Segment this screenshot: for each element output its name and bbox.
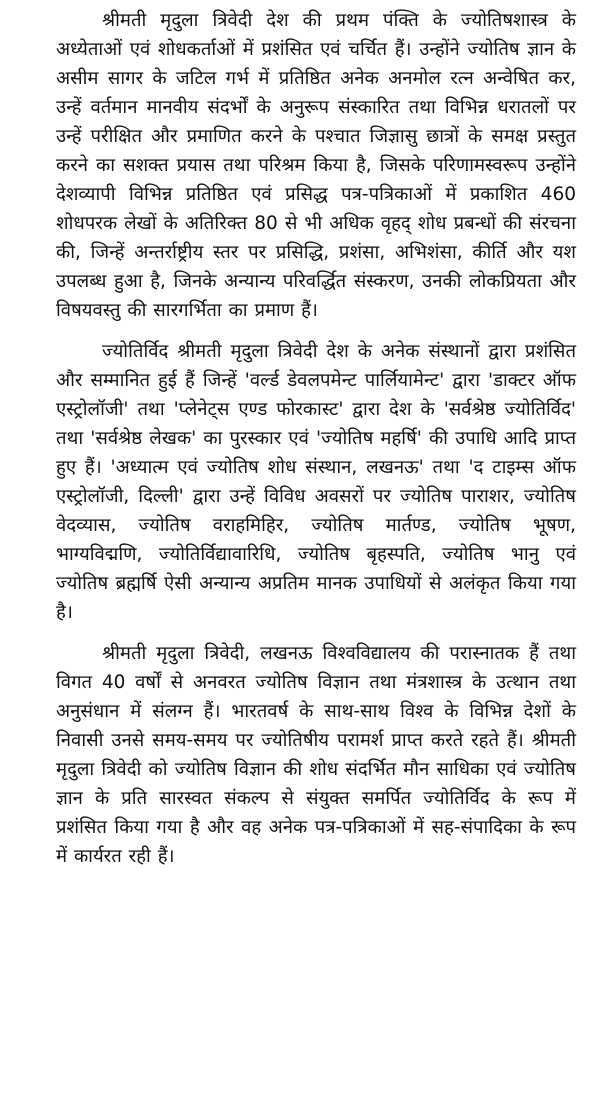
document-page	[56, 6, 576, 1103]
paragraph-honors: ज्योतिर्विद श्रीमती मृदुला त्रिवेदी देश के अनेक संस्थानों द्वारा प्रशंसित और सम्मानित हुई हैं जिन्हें 'वर्ल्ड डेवलपमेन्ट पार्लियामेन्ट' द्वारा 'डाक्टर ऑफ एस्ट्रोलॉजी' तथा 'प्लेनेट्स एण्ड फोरकास्ट' द्वारा देश के 'सर्वश्रेष्ठ ज्योतिर्विद' तथा 'सर्वश्रेष्ठ लेखक' का पुरस्कार एवं 'ज्योतिष महर्षि' की उपाधि आदि प्राप्त हुए हैं। 'अध्यात्म एवं ज्योतिष शोध संस्थान, लखनऊ' तथा 'द टाइम्स ऑफ एस्ट्रोलॉजी, दिल्ली' द्वारा उन्हें विविध अवसरों पर ज्योतिष पाराशर, ज्योतिष वेदव्यास, ज्योतिष वराहमिहिर, ज्योतिष मार्तण्ड, ज्योतिष भूषण, भाग्यविद्मणि, ज्योतिर्विद्यावारिधि, ज्योतिष बृहस्पति, ज्योतिष भानु एवं ज्योतिष ब्रह्मर्षि ऐसी अन्यान्य अप्रतिम मानक उपाधियों से अलंकृत किया गया है।	[56, 341, 576, 623]
paragraph-career: श्रीमती मृदुला त्रिवेदी, लखनऊ विश्वविद्यालय की परास्नातक हैं तथा विगत 40 वर्षों से अनवरत ज्योतिष विज्ञान तथा मंत्रशास्त्र के उत्थान तथा अनुसंधान में संलग्न हैं। भारतवर्ष के साथ-साथ विश्व के विभिन्न देशों के निवासी उनसे समय-समय पर ज्योतिषीय परामर्श प्राप्त करते रहते हैं। श्रीमती मृदुला त्रिवेदी को ज्योतिष विज्ञान की शोध संदर्भित मौन साधिका एवं ज्योतिष ज्ञान के प्रति सारस्वत संकल्प से संयुक्त समर्पित ज्योतिर्विद के रूप में प्रशंसित किया गया है और वह अनेक पत्र-पत्रिकाओं में सह-संपादिका के रूप में कार्यरत रही हैं।	[56, 643, 576, 867]
paragraph-publications: श्रीमती मृदुला त्रिवेदी देश की प्रथम पंक्ति के ज्योतिषशास्त्र के अध्येताओं एवं शोधकर्ताओं में प्रशंसित एवं चर्चित हैं। उन्होंने ज्योतिष ज्ञान के असीम सागर के जटिल गर्भ में प्रतिष्ठित अनेक अनमोल रत्न अन्वेषित कर, उन्हें वर्तमान मानवीय संदर्भों के अनुरूप संस्कारित तथा विभिन्न धरातलों पर उन्हें परीक्षित और प्रमाणित करने के पश्चात जिज्ञासु छात्रों के समक्ष प्रस्तुत करने का सशक्त प्रयास तथा परिश्रम किया है, जिसके परिणामस्वरूप उन्होंने देशव्यापी विभिन्न प्रतिष्ठित एवं प्रसिद्ध पत्र-पत्रिकाओं में प्रकाशित 460 शोधपरक लेखों के अतिरिक्त 80 से भी अधिक वृहद् शोध प्रबन्धों की संरचना की, जिन्हें अन्तर्राष्ट्रीय स्तर पर प्रसिद्धि, प्रशंसा, अभिशंसा, कीर्ति और यश उपलब्ध हुआ है, जिनके अन्यान्य परिवर्द्धित संस्करण, उनकी लोकप्रियता और विषयवस्तु की सारगर्भिता का प्रमाण हैं।	[56, 10, 576, 321]
